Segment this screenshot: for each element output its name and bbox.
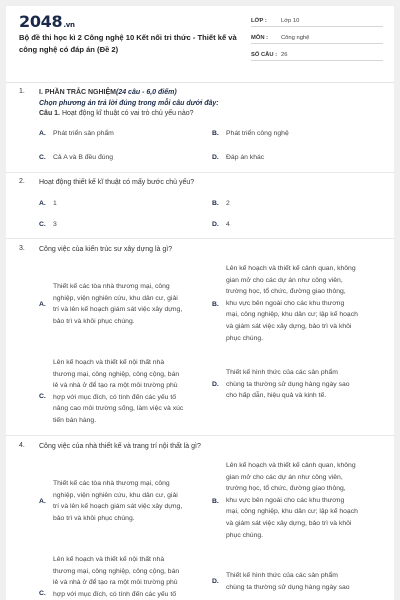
option-line: Lên kế hoạch và thiết kế nội thất nhà (53, 359, 165, 366)
meta-key: MÔN : (251, 35, 269, 41)
option-letter: A. (39, 130, 46, 137)
option-letter: B. (212, 200, 219, 207)
question-prompt: Hoạt động thiết kế kĩ thuật có mấy bước chủ yếu? (39, 179, 195, 186)
option-line: lẻ và nhà ở để tạo ra một môi trường phù (53, 382, 178, 390)
option-text (226, 570, 350, 593)
logo-suffix: .vn (63, 21, 75, 29)
section-instruction: Chọn phương án trả lời đúng trong mỗi câu dưới đây: (39, 99, 219, 107)
option-letter: D. (212, 154, 219, 161)
option-line: nâng cao môi trường sống, làm việc và xúc (53, 405, 184, 413)
option-line: Lên kế hoạch và thiết kế nội thất nhà (53, 556, 165, 563)
question-label: Câu 1. (39, 110, 61, 117)
option-letter: C. (39, 221, 46, 228)
option-letter: A. (39, 200, 46, 207)
option-letter: D. (212, 381, 219, 388)
option-line: gian mở cho các dự án như công viên, (226, 473, 343, 481)
option-line: nghiệp, viện nghiên cứu, khu dân cư, giải (53, 294, 178, 302)
question-separator (6, 435, 394, 436)
option-text (53, 554, 179, 600)
question-number: 3. (19, 245, 25, 252)
option-line: mại, công nghiệp, khu dân cư; lập kế hoạch (226, 311, 358, 319)
option-letter: B. (212, 130, 219, 137)
option-text: 4 (226, 221, 230, 228)
option-line: cho hấp dẫn, hiệu quả và kinh tế. (226, 392, 327, 400)
question-2 (6, 178, 394, 238)
header-divider (6, 82, 394, 83)
option-line: hợp với mục đích, có tính đến các yếu tố (53, 393, 177, 401)
question-1 (6, 88, 394, 168)
option-line: thương mại, công nghiệp, công cộng, bán (53, 370, 180, 378)
question-4 (6, 442, 394, 600)
option-letter: D. (212, 578, 219, 585)
option-line: Thiết kế các tòa nhà thương mại, công (53, 283, 170, 290)
option-c[interactable] (39, 357, 209, 437)
option-text: Phát triển công nghệ (226, 130, 289, 137)
question-separator (6, 238, 394, 239)
option-d[interactable] (212, 357, 382, 437)
option-text: 1 (53, 200, 57, 207)
document-page (6, 6, 394, 600)
option-text (226, 263, 358, 344)
option-a[interactable] (39, 460, 209, 544)
document-title: Bộ đề thi học kì 2 Công nghệ 10 Kết nối tri thức - Thiết kế và công nghệ có đáp án (Đề 2) (19, 33, 237, 54)
option-line: thương mại, công nghiệp, công cộng, bán (53, 567, 180, 575)
option-c[interactable] (39, 554, 209, 600)
option-b[interactable] (212, 263, 382, 347)
meta-value: 26 (281, 52, 288, 58)
option-line: Lên kế hoạch và thiết kế cảnh quan, không (226, 462, 356, 469)
question-number: 1. (19, 88, 25, 95)
option-letter: B. (212, 301, 219, 308)
option-text: 2 (226, 200, 230, 207)
document-meta (251, 14, 383, 65)
meta-value: Lớp 10 (281, 18, 300, 24)
option-line: mại, công nghiệp, khu dân cư; lập kế hoạch (226, 508, 358, 516)
question-prompt: Công việc của kiến trúc sư xây dựng là gì? (39, 246, 173, 253)
option-line: trường học, tổ chức, đường giao thông, (226, 288, 346, 296)
logo-text: 2048 (19, 12, 63, 31)
question-number: 2. (19, 178, 25, 185)
question-number: 4. (19, 442, 25, 449)
question-prompt: Công việc của nhà thiết kế và trang trí nội thất là gì? (39, 443, 201, 450)
question-3 (6, 245, 394, 440)
option-text (53, 478, 182, 524)
option-line: gian mở cho các dự án như công viên, (226, 276, 343, 284)
option-line: và giám sát việc xây dựng, bảo trì và khôi (226, 519, 352, 527)
section-title: I. PHẦN TRẮC NGHIỆM (39, 89, 116, 96)
option-line: Thiết kế hình thức của các sản phẩm (226, 369, 338, 376)
option-line: trí và lên kế hoạch giám sát việc xây dựng, (53, 306, 183, 314)
option-line: phục chúng. (226, 531, 264, 539)
option-line: Thiết kế các tòa nhà thương mại, công (53, 480, 170, 487)
option-text: Cả A và B đều đúng (53, 154, 114, 161)
option-line: tiến bán hàng. (53, 416, 97, 424)
question-separator (6, 172, 394, 173)
question-text (39, 88, 379, 120)
option-letter: A. (39, 301, 46, 308)
option-line: chùng ta thường sử dụng hàng ngày sao (226, 380, 350, 388)
option-text (226, 367, 350, 402)
option-line: bảo trì và khôi phục chúng. (53, 317, 135, 325)
option-b[interactable] (212, 460, 382, 544)
option-text (226, 460, 358, 541)
option-line: khu vực bên ngoài cho các khu thương (226, 496, 345, 504)
option-line: trí và lên kế hoạch giám sát việc xây dựng, (53, 503, 183, 511)
option-letter: C. (39, 154, 46, 161)
option-line: hợp với mục đích, có tính đến các yếu tố (53, 590, 177, 598)
meta-value: Công nghệ (281, 35, 310, 41)
option-text: Đáp án khác (226, 154, 265, 161)
option-text: 3 (53, 221, 57, 228)
option-line: phục chúng. (226, 334, 264, 342)
option-line: nghiệp, viện nghiên cứu, khu dân cư, giải (53, 491, 178, 499)
meta-key: SỐ CÂU : (251, 52, 278, 58)
option-line: bảo trì và khôi phục chúng. (53, 514, 135, 522)
site-logo[interactable] (19, 12, 75, 31)
question-prompt: Hoạt động kĩ thuật có vai trò chủ yếu nào? (61, 110, 194, 117)
option-letter: B. (212, 498, 219, 505)
option-letter: C. (39, 590, 46, 597)
option-text: Phát triển sản phẩm (53, 130, 114, 137)
option-line: chùng ta thường sử dụng hàng ngày sao (226, 583, 350, 591)
option-line: khu vực bên ngoài cho các khu thương (226, 299, 345, 307)
option-letter: D. (212, 221, 219, 228)
option-line: Thiết kế hình thức của các sản phẩm (226, 572, 338, 579)
option-line: lẻ và nhà ở để tạo ra một môi trường phù (53, 579, 178, 587)
option-text (53, 281, 182, 327)
option-line: và giám sát việc xây dựng, bảo trì và khôi (226, 322, 352, 330)
option-line: Lên kế hoạch và thiết kế cảnh quan, không (226, 265, 356, 272)
option-d[interactable] (212, 554, 382, 600)
meta-row-subject (251, 31, 383, 44)
meta-row-class (251, 14, 383, 27)
option-letter: C. (39, 393, 46, 400)
document-header (6, 6, 394, 70)
section-points: (24 câu - 6,0 điểm) (116, 89, 177, 96)
meta-key: LỚP : (251, 18, 267, 24)
meta-row-question-count (251, 48, 383, 61)
option-a[interactable] (39, 263, 209, 347)
option-letter: A. (39, 498, 46, 505)
option-text (53, 357, 183, 427)
option-line: trường học, tổ chức, đường giao thông, (226, 485, 346, 493)
